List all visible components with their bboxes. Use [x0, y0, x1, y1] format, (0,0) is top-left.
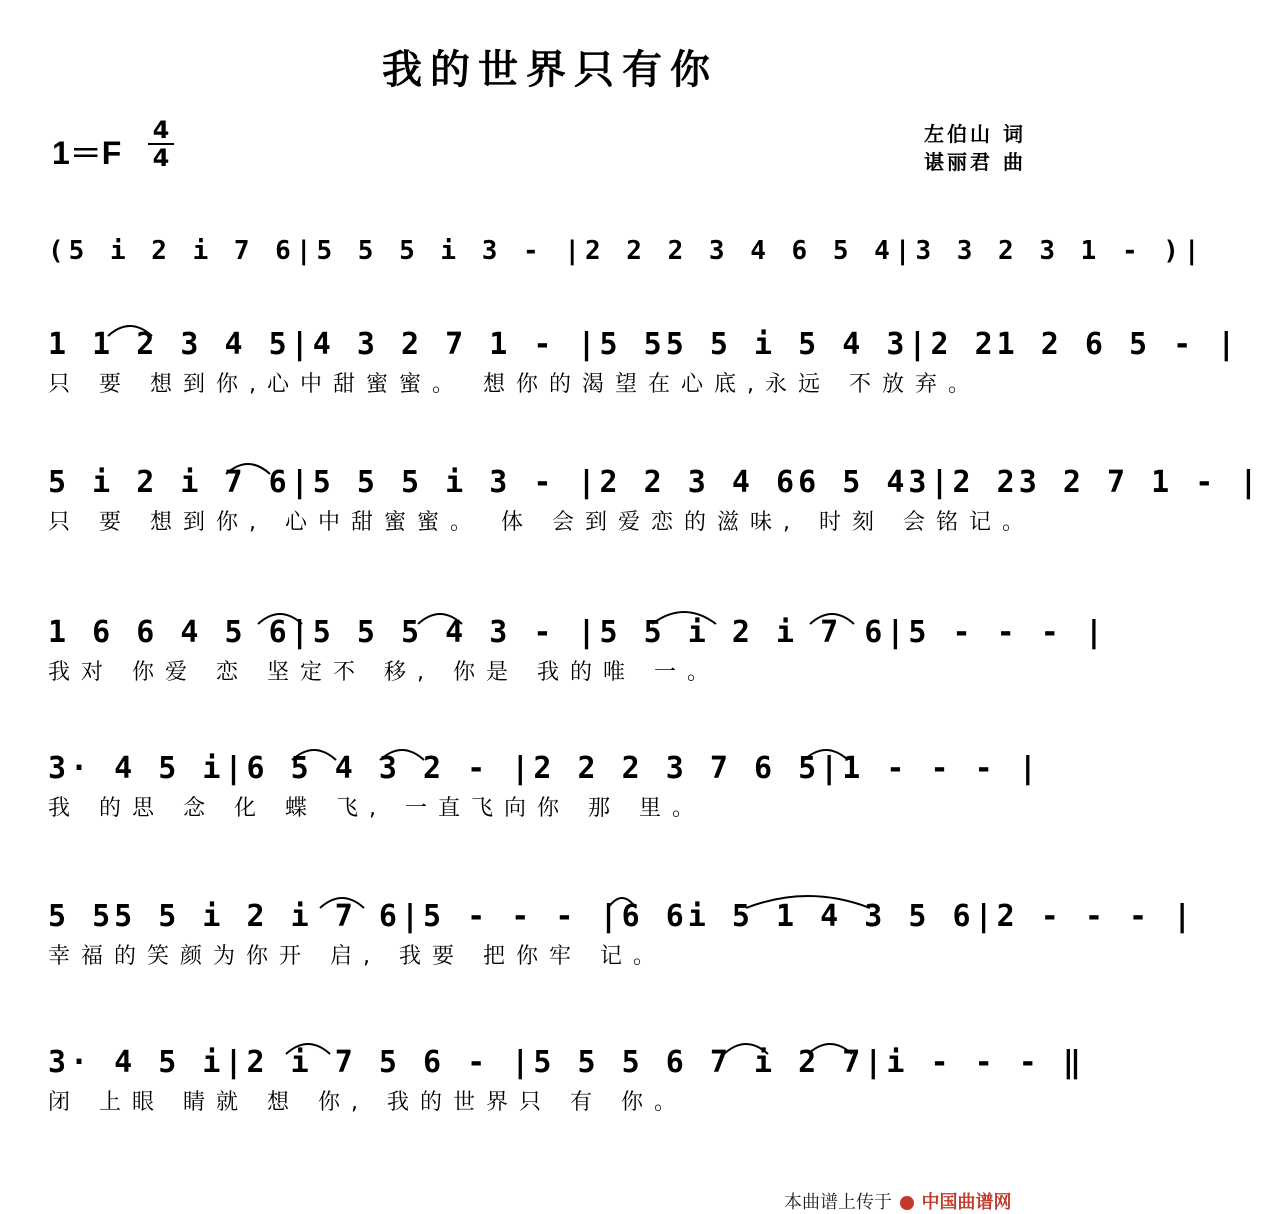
time-signature-bottom: 4	[152, 144, 170, 172]
footer-brand: 中国曲谱网	[921, 1192, 1012, 1213]
notation-line: 3· 4 5 i|2 i 7 5 6 - |5 5 5 6 7 i 2 7|i - - - ‖	[48, 1045, 1085, 1080]
lyric-line: 只 要 想到你, 心中甜蜜蜜。 体 会到爱恋的滋味, 时刻 会铭记。	[48, 510, 1035, 535]
lyric-line: 幸福的笑颜为你开 启, 我要 把你牢 记。	[48, 944, 666, 969]
lyric-line: 我 的思 念 化 蝶 飞, 一直飞向你 那 里。	[48, 796, 705, 821]
site-logo-icon	[900, 1196, 914, 1210]
score-line-3	[48, 610, 1107, 690]
score-line-5	[48, 894, 1196, 974]
score-line-1	[48, 322, 1240, 402]
time-signature	[146, 118, 176, 170]
lyricist-credit: 左伯山 词	[924, 122, 1026, 146]
notation-line: 1 1 2 3 4 5|4 3 2 7 1 - |5 55 5 i 5 4 3|2 21 2 6 5 - |	[48, 327, 1240, 362]
notation-line: 3· 4 5 i|6 5 4 3 2 - |2 2 2 3 7 6 5|1 - - - |	[48, 751, 1041, 786]
key-signature: 1＝F	[52, 135, 122, 171]
intro-notes: (5 i 2 i 7 6|5 5 5 i 3 - |2 2 2 3 4 6 5 4|3 3 2 3 1 - )|	[48, 236, 1205, 266]
composer-credit: 谌丽君 曲	[924, 150, 1026, 174]
song-title: 我的世界只有你	[382, 46, 718, 93]
score-line-4	[48, 746, 1058, 826]
footer-text: 本曲谱上传于	[784, 1192, 892, 1213]
notation-line: 5 i 2 i 7 6|5 5 5 i 3 - |2 2 3 4 66 5 43|2 23 2 7 1 - |	[48, 465, 1261, 500]
notation-line: 5 55 5 i 2 i 7 6|5 - - - |6 6i 5 1 4 3 5 6|2 - - - |	[48, 899, 1196, 934]
lyric-line: 只 要 想到你,心中甜蜜蜜。 想你的渴望在心底,永远 不放弃。	[48, 372, 981, 397]
intro-row	[48, 228, 1205, 274]
time-signature-top: 4	[152, 116, 170, 144]
notation-line: 1 6 6 4 5 6|5 5 5 4 3 - |5 5 i 2 i 7 6|5 - - - |	[48, 615, 1107, 650]
lyric-line: 闭 上眼 睛就 想 你, 我的世界只 有 你。	[48, 1090, 687, 1115]
score-line-6	[48, 1040, 1085, 1120]
lyric-line: 我对 你爱 恋 坚定不 移, 你是 我的唯 一。	[48, 660, 720, 685]
score-line-2	[48, 460, 1261, 540]
source-footer	[784, 1188, 1011, 1214]
